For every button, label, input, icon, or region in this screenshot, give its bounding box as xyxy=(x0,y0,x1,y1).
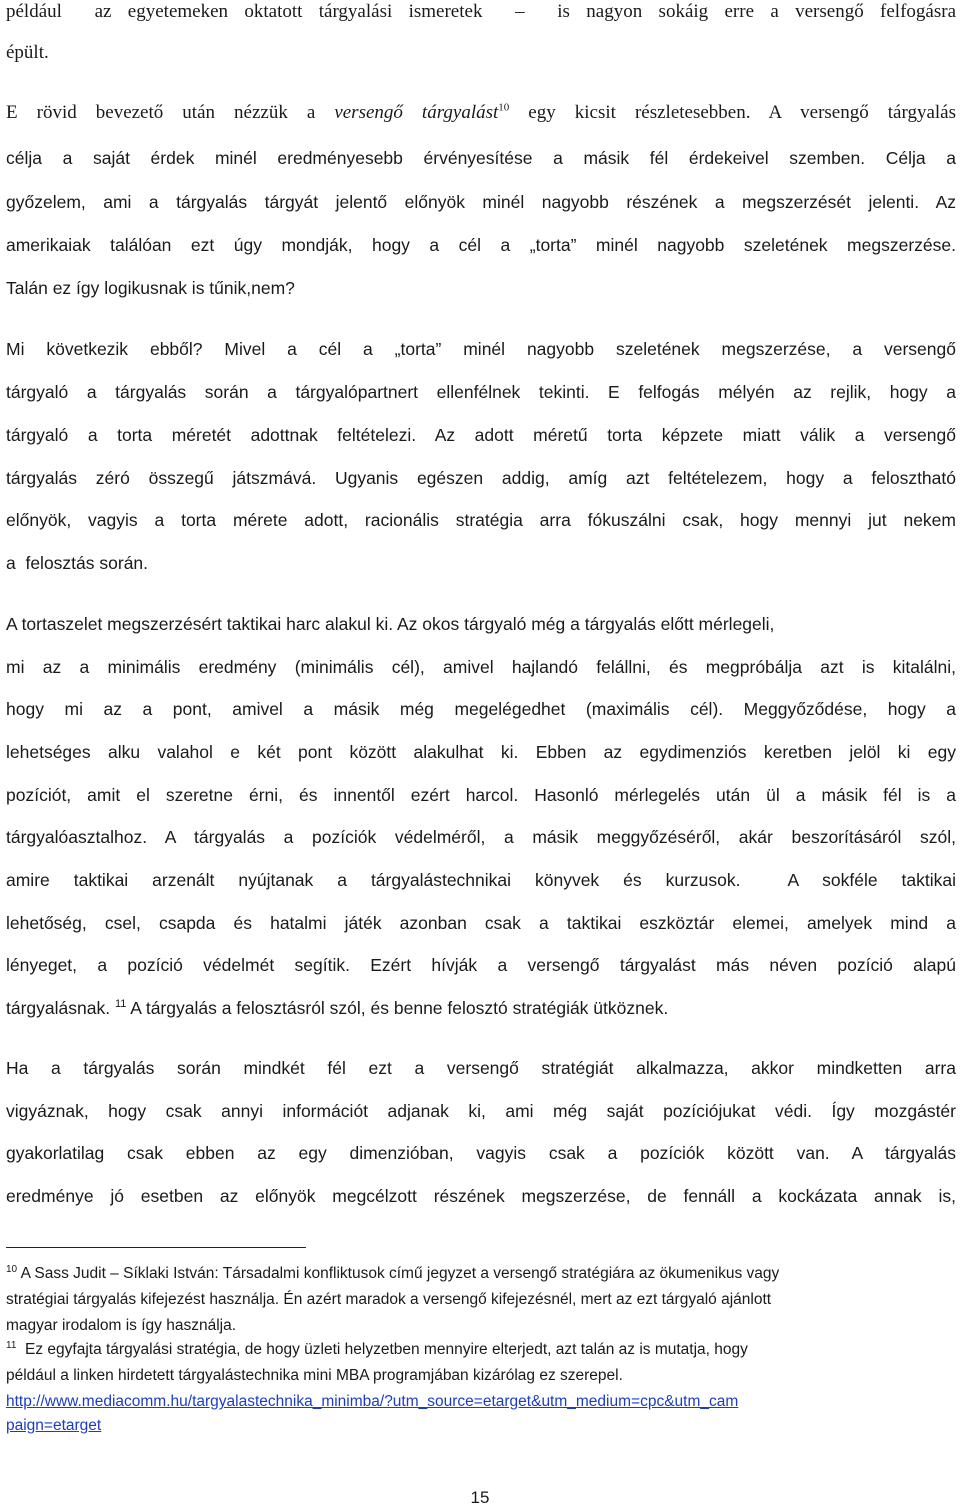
body-line xyxy=(6,698,956,720)
text-segment: A tárgyalás a felosztásról szól, és benne felosztó stratégiák ütköznek. xyxy=(126,998,669,1018)
body-line xyxy=(6,869,956,891)
text-segment: Mi következik ebből? Mivel a cél a „torta” minél nagyobb szeletének megszerzése, a versengő xyxy=(6,339,956,359)
text-segment: például a linken hirdetett tárgyalástechnika mini MBA programjában kizárólag ez szerepel. xyxy=(6,1367,623,1384)
body-line xyxy=(6,741,956,763)
text-segment: lehetséges alku valahol e két pont között alakulhat ki. Ebben az egydimenziós keretben jelöl ki egy xyxy=(6,742,956,762)
text-segment: Talán ez így logikusnak is tűnik,nem? xyxy=(6,278,295,298)
body-line xyxy=(6,191,956,213)
footnote-link[interactable]: http://www.mediacomm.hu/targyalastechnika_minimba/?utm_source=etarget&utm_medium=cpc&utm_cam xyxy=(6,1393,739,1410)
text-segment: amerikaiak találóan ezt úgy mondják, hogy a cél a „torta” minél nagyobb szeletének megszerzése. xyxy=(6,235,956,255)
page-number: 15 xyxy=(470,1488,490,1507)
text-segment: tárgyalóasztalhoz. A tárgyalás a pozíciók védelméről, a másik meggyőzéséről, akár beszorításáról szól, xyxy=(6,827,956,847)
body-line xyxy=(6,424,956,446)
footnote-link[interactable]: paign=etarget xyxy=(6,1417,102,1434)
body-line xyxy=(6,552,956,574)
body-line xyxy=(6,509,956,531)
body-line xyxy=(6,1100,956,1122)
body-line xyxy=(6,784,956,806)
body-line xyxy=(6,1057,956,1079)
text-segment: tárgyalás zéró összegű játszmává. Ugyanis egészen addig, amíg azt feltételezem, hogy a felosztható xyxy=(6,468,956,488)
body-line xyxy=(6,954,956,976)
body-line xyxy=(6,277,956,299)
body-line xyxy=(6,381,956,403)
text-segment: Ha a tárgyalás során mindkét fél ezt a versengő stratégiát alkalmazza, akkor mindketten arra xyxy=(6,1058,956,1078)
body-line xyxy=(6,467,956,489)
footnote-marker: 11 xyxy=(114,998,127,1011)
footnote-marker: 11 xyxy=(6,1339,17,1351)
body-line xyxy=(6,613,956,635)
text-segment: versengő tárgyalást xyxy=(334,102,499,123)
footnote-line xyxy=(6,1290,952,1310)
text-segment: tárgyaló a torta méretét adottnak feltételezi. Az adott méretű torta képzete miatt válik a versengő xyxy=(6,425,956,445)
text-segment: eredménye jó esetben az előnyök megcélzott részének megszerzése, de fennáll a kockázata annak is, xyxy=(6,1186,956,1206)
text-segment: épült. xyxy=(6,42,49,63)
footnote-marker: 10 xyxy=(6,1263,18,1275)
footnote-line[interactable] xyxy=(6,1416,952,1436)
footnote-separator xyxy=(6,1247,306,1248)
footnote-line xyxy=(6,1264,952,1284)
text-segment: amire taktikai arzenált nyújtanak a tárgyalástechnikai könyvek és kurzusok. A sokféle taktikai xyxy=(6,870,956,890)
footnote-line xyxy=(6,1366,952,1386)
text-segment: egy kicsit részletesebben. A versengő tárgyalás xyxy=(509,102,956,123)
body-line xyxy=(6,147,956,169)
body-line xyxy=(6,997,956,1019)
body-line xyxy=(6,1185,956,1207)
footnote-line xyxy=(6,1316,952,1336)
text-segment: vigyáznak, hogy csak annyi információt adjanak ki, ami még saját pozíciójukat védi. Így mozgástér xyxy=(6,1101,956,1121)
text-segment: Ez egyfajta tárgyalási stratégia, de hogy üzleti helyzetben mennyire elterjedt, azt talán az is mutatja, hogy xyxy=(16,1341,748,1358)
text-segment: a felosztás során. xyxy=(6,553,149,573)
footnote-line[interactable] xyxy=(6,1392,952,1412)
body-line xyxy=(6,102,956,124)
body-line xyxy=(6,656,956,678)
body-line xyxy=(6,826,956,848)
body-line xyxy=(6,338,956,360)
text-segment: tárgyaló a tárgyalás során a tárgyalópartnert ellenfélnek tekinti. E felfogás mélyén az rejlik, hogy a xyxy=(6,382,956,402)
body-line xyxy=(6,1,956,23)
body-line xyxy=(6,912,956,934)
text-segment: gyakorlatilag csak ebben az egy dimenzióban, vagyis csak a pozíciók között van. A tárgyalás xyxy=(6,1143,956,1163)
text-segment: tárgyalásnak. xyxy=(6,998,115,1018)
footnote-line xyxy=(6,1340,952,1360)
text-segment: stratégiai tárgyalás kifejezést használja. Én azért maradok a versengő kifejezésnél, mert az ezt tárgyaló ajánlott xyxy=(6,1291,772,1308)
text-segment: A tortaszelet megszerzésért taktikai harc alakul ki. Az okos tárgyaló még a tárgyalás előtt mérlegeli, xyxy=(6,614,775,634)
body-line xyxy=(6,1142,956,1164)
footnote-marker: 10 xyxy=(498,101,510,114)
text-segment: magyar irodalom is így használja. xyxy=(6,1317,237,1334)
text-segment: hogy mi az a pont, amivel a másik még megelégedhet (maximális cél). Meggyőződése, hogy a xyxy=(6,699,956,719)
text-segment: mi az a minimális eredmény (minimális cél), amivel hajlandó felállni, és megpróbálja azt is kitalálni, xyxy=(6,657,956,677)
text-segment: E rövid bevezető után nézzük a xyxy=(6,102,335,123)
text-segment: pozíciót, amit el szeretne érni, és innentől ezért harcol. Hasonló mérlegelés után ül a másik fél is a xyxy=(6,785,956,805)
body-line xyxy=(6,234,956,256)
text-segment: például az egyetemeken oktatott tárgyalási ismeretek – is nagyon sokáig erre a versengő felfogásra xyxy=(6,1,956,22)
text-segment: lehetőség, csel, csapda és hatalmi játék azonban csak a taktikai eszköztár elemei, amelyek mind a xyxy=(6,913,956,933)
text-segment: győzelem, ami a tárgyalás tárgyát jelentő előnyök minél nagyobb részének a megszerzését jelenti. Az xyxy=(6,192,956,212)
text-segment: előnyök, vagyis a torta mérete adott, racionális stratégia arra fókuszálni csak, hogy mennyi jut nekem xyxy=(6,510,956,530)
body-line xyxy=(6,42,956,64)
text-segment: célja a saját érdek minél eredményesebb érvényesítése a másik fél érdekeivel szemben. Célja a xyxy=(6,148,956,168)
text-segment: A Sass Judit – Síklaki István: Társadalmi konfliktusok című jegyzet a versengő stratégiára az ökumenikus vagy xyxy=(17,1265,780,1282)
text-segment: lényeget, a pozíció védelmét segítik. Ezért hívják a versengő tárgyalást más néven pozíció alapú xyxy=(6,955,956,975)
